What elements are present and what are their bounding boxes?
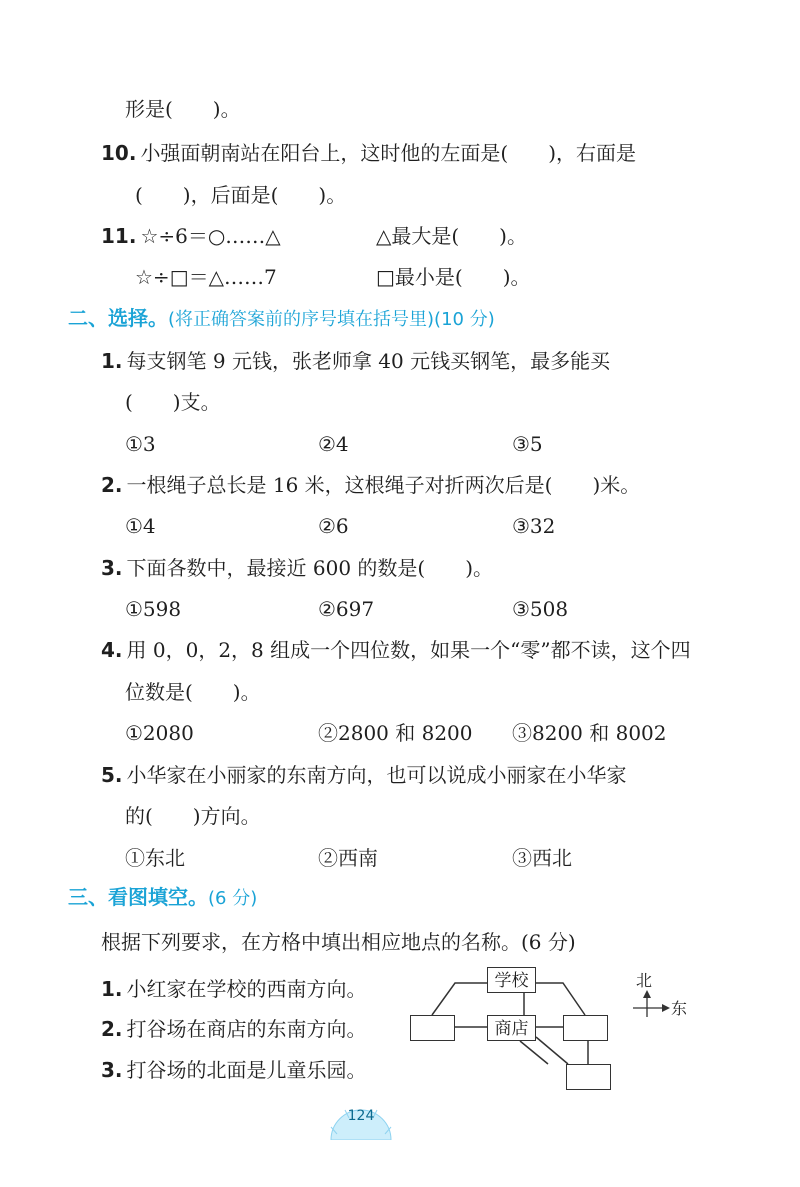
section-note: (将正确答案前的序号填在括号里)(10 分): [168, 309, 495, 330]
question-text: 小华家在小丽家的东南方向，也可以说成小丽家在小华家: [126, 763, 627, 787]
option: ①4: [125, 514, 156, 538]
map-box-empty-east[interactable]: [563, 1015, 608, 1041]
option: ②西南: [318, 846, 378, 870]
question-text: 小强面朝南站在阳台上，这时他的左面是( )，右面是: [140, 141, 637, 165]
question-number: 11.: [101, 224, 137, 248]
option: ①3: [125, 432, 156, 456]
question-number: 2.: [101, 473, 123, 497]
option: ①2080: [125, 721, 194, 745]
option: ①598: [125, 597, 182, 621]
question-text: 每支钢笔 9 元钱，张老师拿 40 元钱买钢笔，最多能买: [126, 349, 611, 373]
question-text: 下面各数中，最接近 600 的数是( )。: [126, 556, 494, 580]
option: ③8200 和 8002: [512, 721, 667, 745]
question-number: 3.: [101, 556, 123, 580]
choice-question-5-cont: 的( )方向。: [125, 804, 261, 828]
section-title-text: 三、看图填空。: [68, 885, 208, 909]
option: ②6: [318, 514, 349, 538]
map-box-empty-west[interactable]: [410, 1015, 455, 1041]
section-note: (6 分): [208, 888, 258, 909]
question-text: 用 0，0，2，8 组成一个四位数，如果一个“零”都不读，这个四: [126, 638, 691, 662]
compass-east-label: 东: [671, 999, 688, 1018]
question-text: 一根绳子总长是 16 米，这根绳子对折两次后是( )米。: [126, 473, 641, 497]
question-number: 10.: [101, 141, 137, 165]
item-text: 小红家在学校的西南方向。: [126, 977, 367, 1001]
item-number: 2.: [101, 1017, 123, 1041]
q9-tail: 形是( )。: [125, 97, 241, 121]
option: ②697: [318, 597, 375, 621]
question-10-cont: ( )，后面是( )。: [135, 183, 347, 207]
map-box-shop: 商店: [487, 1015, 536, 1041]
question-11-line2: ☆÷□＝△……7: [135, 265, 277, 289]
question-number: 5.: [101, 763, 123, 787]
choice-question-1-cont: ( )支。: [125, 390, 221, 414]
question-11-right2: □最小是( )。: [376, 265, 531, 289]
question-number: 4.: [101, 638, 123, 662]
compass-north-label: 北: [636, 971, 653, 990]
section-3-instruction: 根据下列要求，在方格中填出相应地点的名称。(6 分): [101, 930, 576, 954]
page-number: 124: [347, 1108, 375, 1124]
option: ③5: [512, 432, 543, 456]
item-text: 打谷场在商店的东南方向。: [126, 1017, 367, 1041]
question-text: ☆÷6＝○……△: [140, 224, 281, 248]
item-number: 3.: [101, 1058, 123, 1082]
option: ③32: [512, 514, 556, 538]
map-box-empty-south[interactable]: [566, 1064, 611, 1090]
choice-question-4-cont: 位数是( )。: [125, 680, 261, 704]
item-number: 1.: [101, 977, 123, 1001]
map-box-school: 学校: [487, 967, 536, 993]
item-text: 打谷场的北面是儿童乐园。: [126, 1058, 367, 1082]
question-11-right: △最大是( )。: [376, 224, 527, 248]
option: ③西北: [512, 846, 572, 870]
option: ②2800 和 8200: [318, 721, 473, 745]
option: ①东北: [125, 846, 185, 870]
section-title-text: 二、选择。: [68, 306, 168, 330]
option: ③508: [512, 597, 569, 621]
option: ②4: [318, 432, 349, 456]
question-number: 1.: [101, 349, 123, 373]
